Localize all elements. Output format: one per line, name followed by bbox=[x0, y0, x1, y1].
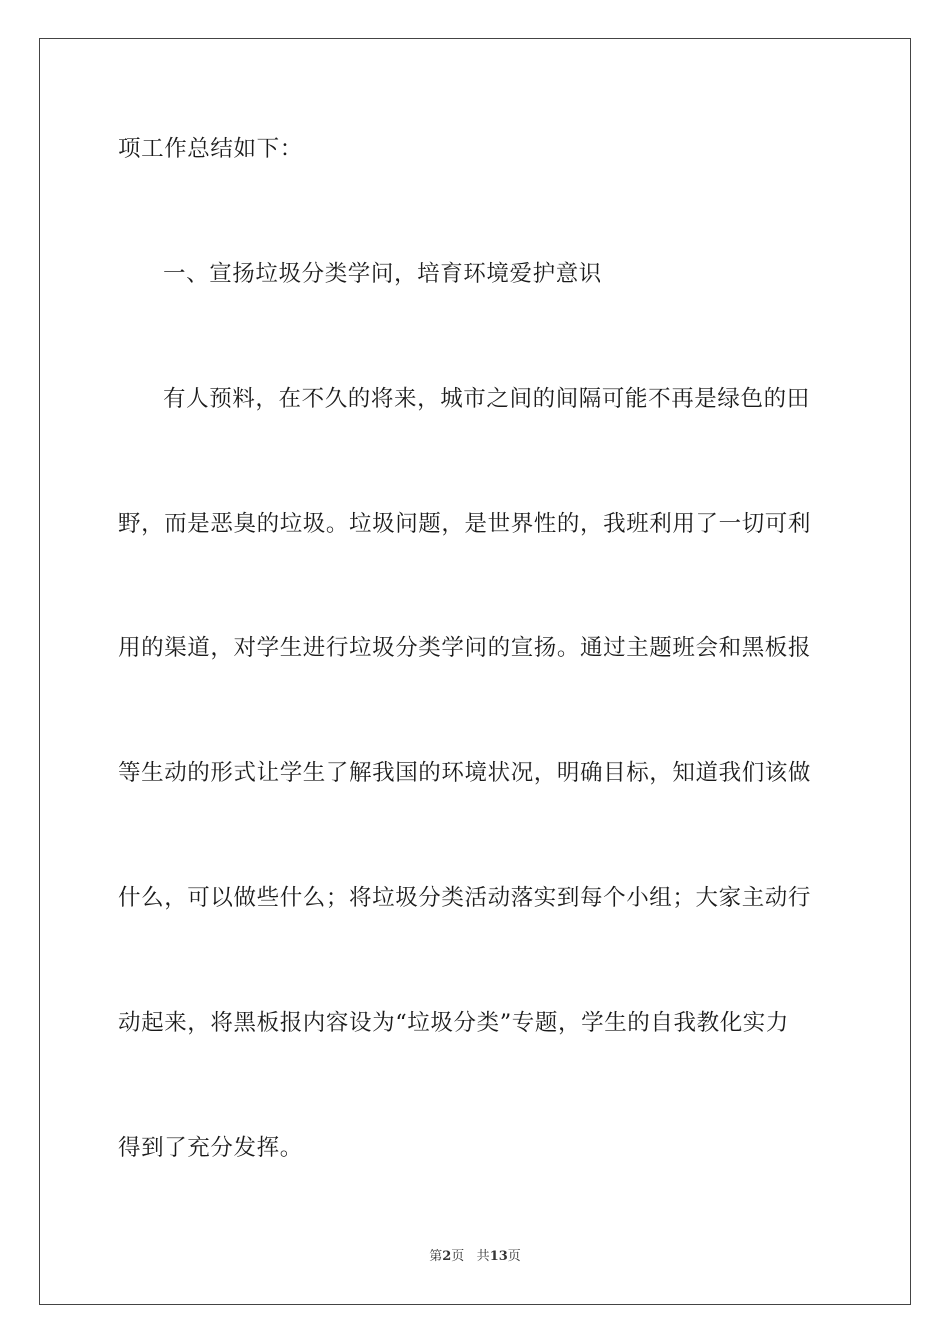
total-prefix: 共 bbox=[476, 1249, 490, 1264]
section-heading: 一、宣扬垃圾分类学问，培育环境爱护意识 bbox=[163, 261, 602, 287]
page-footer bbox=[0, 1248, 950, 1266]
paragraph-line-7: 得到了充分发挥。 bbox=[118, 1135, 303, 1161]
page-prefix: 第 bbox=[429, 1249, 443, 1264]
paragraph-line-4: 等生动的形式让学生了解我国的环境状况，明确目标，知道我们该做 bbox=[118, 760, 812, 786]
text-line-1: 项工作总结如下： bbox=[118, 136, 303, 162]
paragraph-line-1: 有人预料，在不久的将来，城市之间的间隔可能不再是绿色的田 bbox=[163, 386, 810, 412]
paragraph-line-3: 用的渠道，对学生进行垃圾分类学问的宣扬。通过主题班会和黑板报 bbox=[118, 635, 812, 661]
page-number: 2 bbox=[442, 1249, 452, 1264]
paragraph-line-5: 什么，可以做些什么；将垃圾分类活动落实到每个小组；大家主动行 bbox=[118, 885, 812, 911]
paragraph-line-2: 野，而是恶臭的垃圾。垃圾问题，是世界性的，我班利用了一切可利 bbox=[118, 511, 812, 537]
page-suffix: 页 bbox=[451, 1249, 465, 1264]
total-suffix: 页 bbox=[507, 1249, 521, 1264]
paragraph-line-6: 动起来，将黑板报内容设为“垃圾分类”专题，学生的自我教化实力 bbox=[118, 1010, 790, 1036]
page-border bbox=[39, 38, 911, 1305]
total-pages: 13 bbox=[489, 1249, 508, 1264]
